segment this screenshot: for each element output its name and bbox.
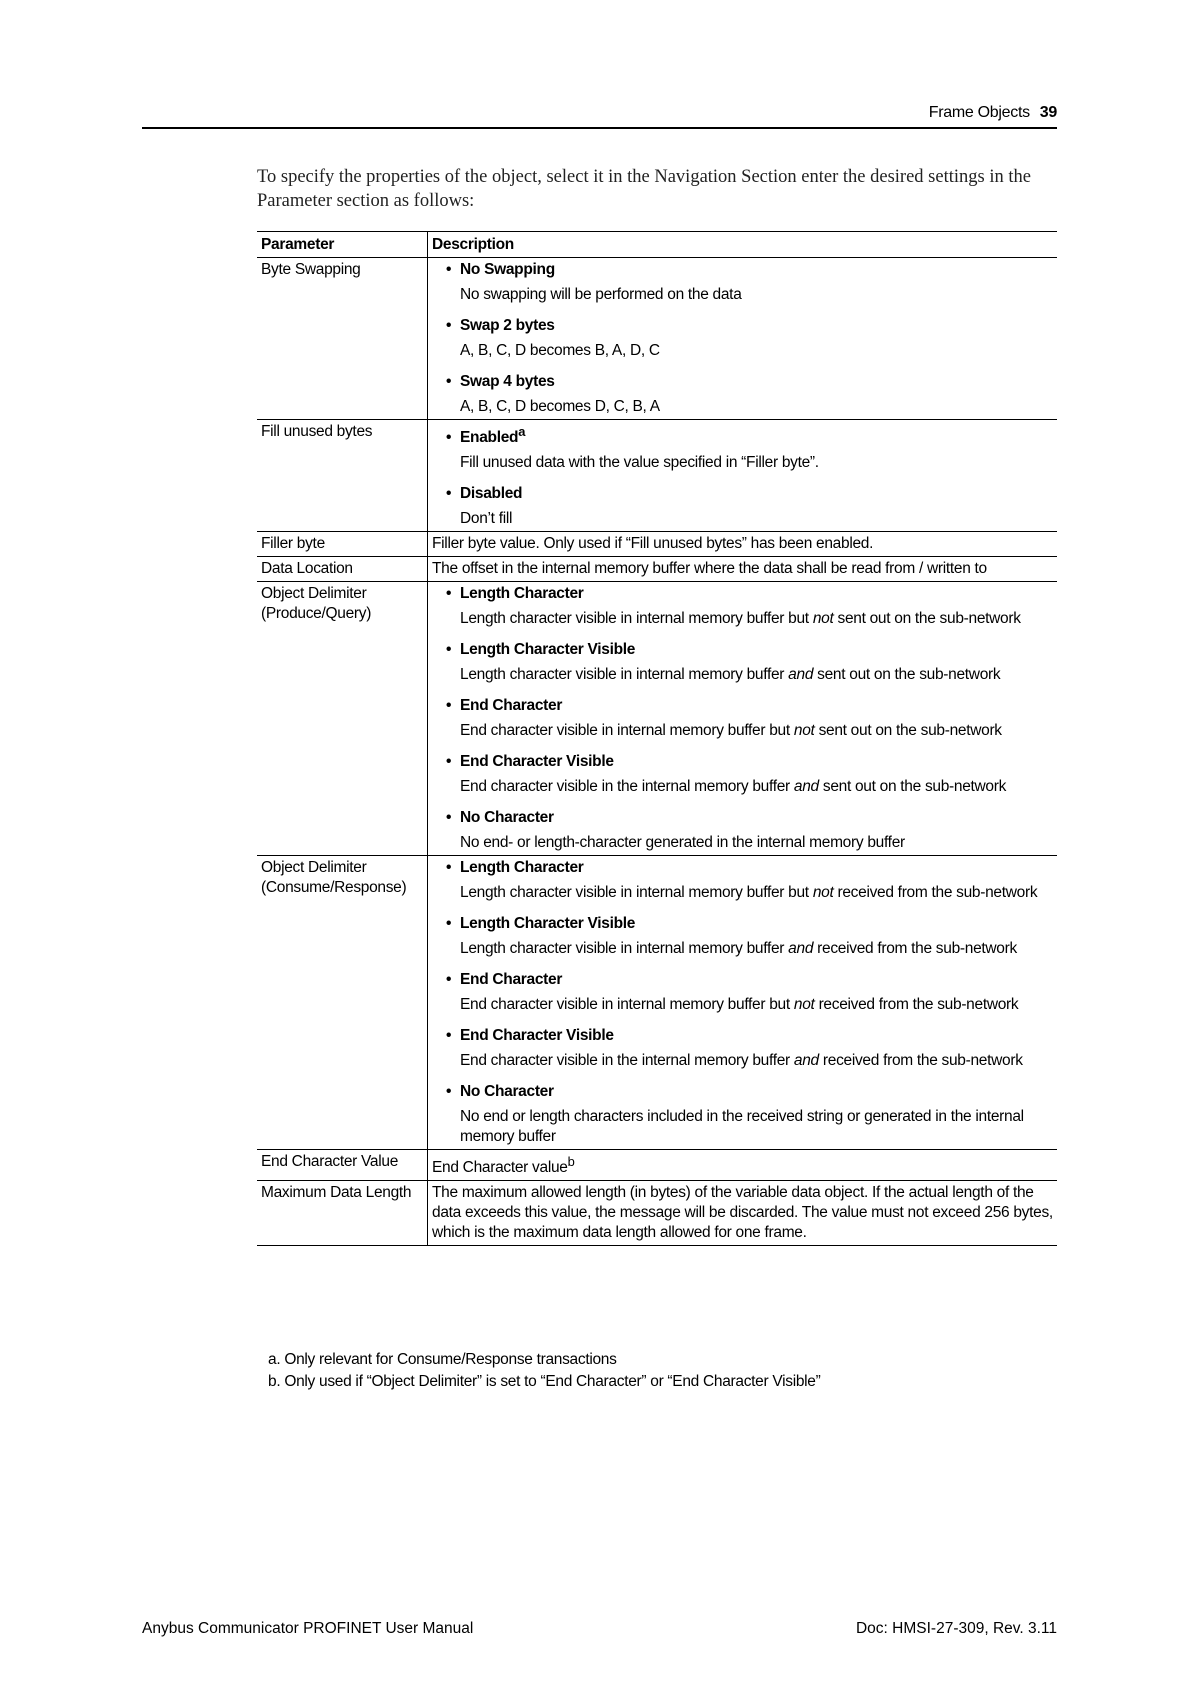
footnote-b: b. Only used if “Object Delimiter” is set to “End Character” or “End Character Visible” [268,1373,821,1390]
parameter-cell [257,557,428,582]
intro-paragraph: To specify the properties of the object, select it in the Navigation Section enter the desired settings in the Parameter section as follows: [257,167,1031,211]
emphasis-text: not [793,722,815,740]
parameter-name-line: End Character Value [261,1153,399,1171]
parameter-cell [257,1181,428,1246]
bullet-dot: • [446,859,452,877]
emphasis-text: not [793,996,815,1014]
bullet-dot: • [446,485,452,503]
bullet-item [432,970,1053,1015]
bullet-description [446,995,1053,1015]
emphasis-text: not [812,610,834,628]
parameter-cell [257,532,428,557]
description-text: No end or length characters included in the received string or generated in the internal memory buffer [460,1108,1024,1146]
emphasis-text: not [812,884,834,902]
bullet-description [446,1051,1053,1071]
bullet-item [432,858,1053,903]
description-cell [428,557,1058,582]
bullet-item [432,584,1053,629]
description-text: The maximum allowed length (in bytes) of the variable data object. If the actual length of the data exceeds this value, the message will be discarded. The value must not exceed 256 bytes, which is the maximum data length allowed for one frame. [432,1184,1053,1242]
description-text: received from the sub-network [833,884,1038,902]
bullet-dot: • [446,261,452,278]
bullet-title [446,914,1053,934]
column-header-description: Description [428,232,1058,258]
bullet-title [446,808,1053,828]
bullet-title [446,422,1053,448]
bullet-title-text: No Character [460,1083,554,1101]
description-cell [428,420,1058,532]
bullet-title-text: Swap 4 bytes [460,373,555,390]
bullet-title [446,372,1053,392]
bullet-title-text: End Character Visible [460,753,614,771]
bullet-title [446,752,1053,772]
parameter-cell [257,856,428,1150]
parameter-name-line: Data Location [261,560,353,578]
bullet-description [446,453,1053,473]
bullet-dot: • [446,585,452,603]
table-row [257,1181,1057,1246]
bullet-dot: • [446,1083,452,1101]
description-text: End character visible in internal memory buffer but [460,996,794,1014]
bullet-title-text: Length Character Visible [460,641,636,659]
parameter-name-line: (Produce/Query) [261,605,372,623]
bullet-title-text: Enabled [460,429,519,447]
description-text: Length character visible in internal memory buffer but [460,610,813,628]
bullet-dot: • [446,697,452,715]
bullet-title [446,316,1053,336]
bullet-description [446,665,1053,685]
bullet-description [446,285,1053,305]
parameter-name-line: Maximum Data Length [261,1184,412,1202]
description-text: A, B, C, D becomes D, C, B, A [460,398,660,415]
bullet-item [432,316,1053,361]
bullet-item [432,1026,1053,1071]
column-header-parameter: Parameter [257,232,428,258]
table-row [257,258,1057,420]
bullet-title-text: End Character Visible [460,1027,614,1045]
bullet-description [446,883,1053,903]
description-cell [428,532,1058,557]
bullet-dot: • [446,1027,452,1045]
bullet-item [432,640,1053,685]
footnote-a: a. Only relevant for Consume/Response transactions [268,1351,617,1368]
bullet-dot: • [446,809,452,827]
bullet-dot: • [446,317,452,334]
bullet-title-text: Disabled [460,485,523,503]
bullet-dot: • [446,641,452,659]
table-row [257,532,1057,557]
emphasis-text: and [793,778,819,796]
description-text: End Character value [432,1159,568,1177]
bullet-dot: • [446,373,452,390]
parameter-cell [257,582,428,856]
table-row [257,1150,1057,1181]
parameter-name-line: Object Delimiter [261,859,367,877]
bullet-description [446,397,1053,417]
footer-doc-id: Doc: HMSI-27-309, Rev. 3.11 [855,1620,1057,1637]
footnote-marker: b [567,1154,575,1170]
description-text: sent out on the sub-network [818,778,1007,796]
bullet-description [446,777,1053,797]
description-cell [428,1181,1058,1246]
footnote-marker: a [518,424,526,439]
parameter-name-line: Object Delimiter [261,585,367,603]
description-text: Length character visible in internal memory buffer [460,666,789,684]
bullet-dot: • [446,753,452,771]
description-text: A, B, C, D becomes B, A, D, C [460,342,660,359]
bullet-item [432,808,1053,853]
bullet-title-text: End Character [460,697,563,715]
bullet-dot: • [446,915,452,933]
bullet-item [432,484,1053,529]
parameter-name-line: Filler byte [261,535,325,553]
description-cell [428,856,1058,1150]
description-text: No end- or length-character generated in the internal memory buffer [460,834,905,852]
table-header-row [257,232,1057,258]
bullet-title-text: End Character [460,971,563,989]
bullet-title-text: Length Character Visible [460,915,636,933]
bullet-item [432,914,1053,959]
description-text: Fill unused data with the value specified in “Filler byte”. [460,454,819,472]
emphasis-text: and [793,1052,819,1070]
parameter-cell [257,420,428,532]
bullet-dot: • [446,971,452,989]
table-row [257,557,1057,582]
bullet-title [446,260,1053,280]
table-body [257,258,1057,1246]
bullet-title [446,696,1053,716]
parameter-cell [257,1150,428,1181]
bullet-title [446,484,1053,504]
description-text: End character visible in the internal memory buffer [460,778,794,796]
table-row [257,420,1057,532]
description-text: sent out on the sub-network [814,722,1002,740]
bullet-item [432,752,1053,797]
bullet-description [446,833,1053,853]
parameter-table [257,231,1057,1246]
bullet-title [446,970,1053,990]
description-text: received from the sub-network [818,1052,1023,1070]
description-cell [428,1150,1058,1181]
bullet-item [432,1082,1053,1147]
description-text: received from the sub-network [813,940,1017,958]
table-row [257,582,1057,856]
bullet-description [446,1107,1053,1147]
bullet-title-text: No Swapping [460,261,555,278]
bullet-title-text: Swap 2 bytes [460,317,555,334]
description-text: Length character visible in internal memory buffer but [460,884,813,902]
bullet-item [432,696,1053,741]
bullet-description [446,341,1053,361]
emphasis-text: and [788,666,814,684]
bullet-title-text: No Character [460,809,554,827]
description-text: Don’t fill [460,510,513,528]
description-text: sent out on the sub-network [833,610,1021,628]
footnotes [268,1349,821,1393]
bullet-description [446,509,1053,529]
bullet-title [446,858,1053,878]
parameter-cell [257,258,428,420]
section-title: Frame Objects [928,104,1030,121]
bullet-dot: • [446,429,452,447]
description-cell [428,258,1058,420]
description-text: Filler byte value. Only used if “Fill unused bytes” has been enabled. [432,535,874,553]
bullet-item [432,260,1053,305]
bullet-title [446,1082,1053,1102]
bullet-description [446,939,1053,959]
parameter-name-line: Byte Swapping [261,261,361,278]
header-rule [142,127,1057,129]
description-text: No swapping will be performed on the data [460,286,742,303]
description-text: sent out on the sub-network [813,666,1001,684]
bullet-title-text: Length Character [460,585,584,603]
bullet-item [432,372,1053,417]
bullet-description [446,609,1053,629]
description-text: received from the sub-network [814,996,1019,1014]
parameter-name-line: Fill unused bytes [261,423,373,440]
footer-title: Anybus Communicator PROFINET User Manual [142,1620,474,1637]
bullet-title [446,1026,1053,1046]
bullet-title [446,584,1053,604]
description-text: The offset in the internal memory buffer where the data shall be read from / written to [432,560,987,578]
description-text: End character visible in the internal memory buffer [460,1052,794,1070]
description-text: Length character visible in internal memory buffer [460,940,789,958]
page-header [142,104,1057,122]
page-number: 39 [1039,104,1057,121]
bullet-title-text: Length Character [460,859,584,877]
bullet-item [432,422,1053,473]
bullet-description [446,721,1053,741]
bullet-title [446,640,1053,660]
parameter-name-line: (Consume/Response) [261,879,407,897]
table-row [257,856,1057,1150]
description-cell [428,582,1058,856]
description-text: End character visible in internal memory buffer but [460,722,794,740]
emphasis-text: and [788,940,814,958]
